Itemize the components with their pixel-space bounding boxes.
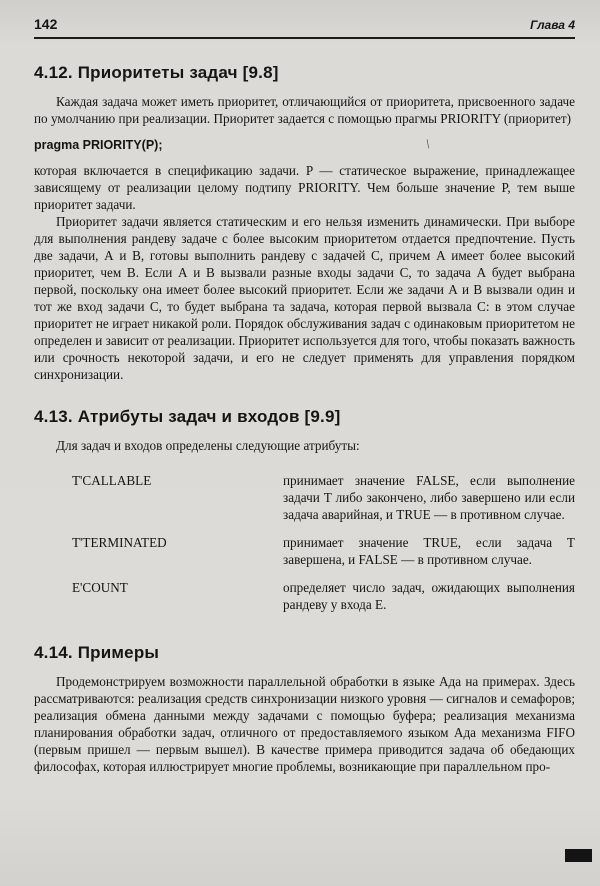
paragraph-priorities-3: Приоритет задачи является статическим и его нельзя изменить динамически. При выборе для выполнения рандеву задаче с более высоким приоритетом отдается предпочтение. Пусть две задачи, А и В, готовы выполнить рандеву с задачей С, причем А имеет более высокий приоритет, чем В. Если А и В вызвали разные входы задачи С, то задача А будет выбрана первой, поскольку она имеет более высокий приоритет. Если же задачи А и В вызвали один и тот же вход задачи С, то будет выбрана та задача, которая первой вызвала С: в этом случае приоритет не играет никакой роли. Порядок обслуживания задач с одинаковым приоритетом не определен и зависит от реализации. Приоритет используется для того, чтобы показать важность или срочность некоторой задачи, и его не следует применять для управления порядком синхронизации. [34,214,575,382]
paragraph-examples-1: Продемонстрируем возможности параллельной обработки в языке Ада на примерах. Здесь рассматриваются: реализация средств синхронизации низкого уровня — сигналов и семафоров; реализация обмена данными между задачами с помощью буфера; реализация механизма планирования обработки задач, отличного от предоставляемого языком Ада механизма FIFO (первым пришел — первым вышел). В качестве примера приводится задача об обедающих философах, которая иллюстрирует многие проблемы, возникающие при параллельном про- [34,674,575,774]
header-rule [34,37,575,39]
attribute-term: E'COUNT [72,580,128,595]
chapter-label: Глава 4 [530,18,575,32]
attribute-list [34,472,575,613]
attribute-row-callable [34,472,575,523]
page-number: 142 [34,16,58,32]
page-header [34,16,575,32]
paragraph-priorities-2: которая включается в спецификацию задачи. P — статическое выражение, принадлежащее зависящему от реализации целому подтипу PRIORITY. Чем больше значение P, тем выше приоритет задачи. [34,163,575,212]
scan-corner-artifact [565,849,592,862]
section-heading-4-12: 4.12. Приоритеты задач [9.8] [34,63,279,82]
pragma-code-line: pragma PRIORITY(P); [34,138,163,152]
section-heading-4-14: 4.14. Примеры [34,643,160,662]
attribute-row-count [34,579,575,613]
attributes-intro: Для задач и входов определены следующие атрибуты: [56,438,360,453]
section-heading-4-13: 4.13. Атрибуты задач и входов [9.9] [34,407,341,426]
paragraph-priorities-1: Каждая задача может иметь приоритет, отличающийся от приоритета, присвоенного задаче по умолчанию при реализации. Приоритет задается с помощью прагмы PRIORITY (приоритет) [34,94,575,126]
attribute-description: принимает значение FALSE, если выполнение задачи T либо закончено, либо завершено или если задача аварийная, и TRUE — в противном случае. [283,473,575,522]
attribute-term: T'TERMINATED [72,535,167,550]
attribute-description: определяет число задач, ожидающих выполнения рандеву у входа E. [283,580,575,612]
attribute-term: T'CALLABLE [72,473,152,488]
scan-mark: \ [425,135,431,152]
code-line-row [34,135,575,152]
attribute-row-terminated [34,534,575,568]
attribute-description: принимает значение TRUE, если задача T завершена, и FALSE — в противном случае. [283,535,575,567]
